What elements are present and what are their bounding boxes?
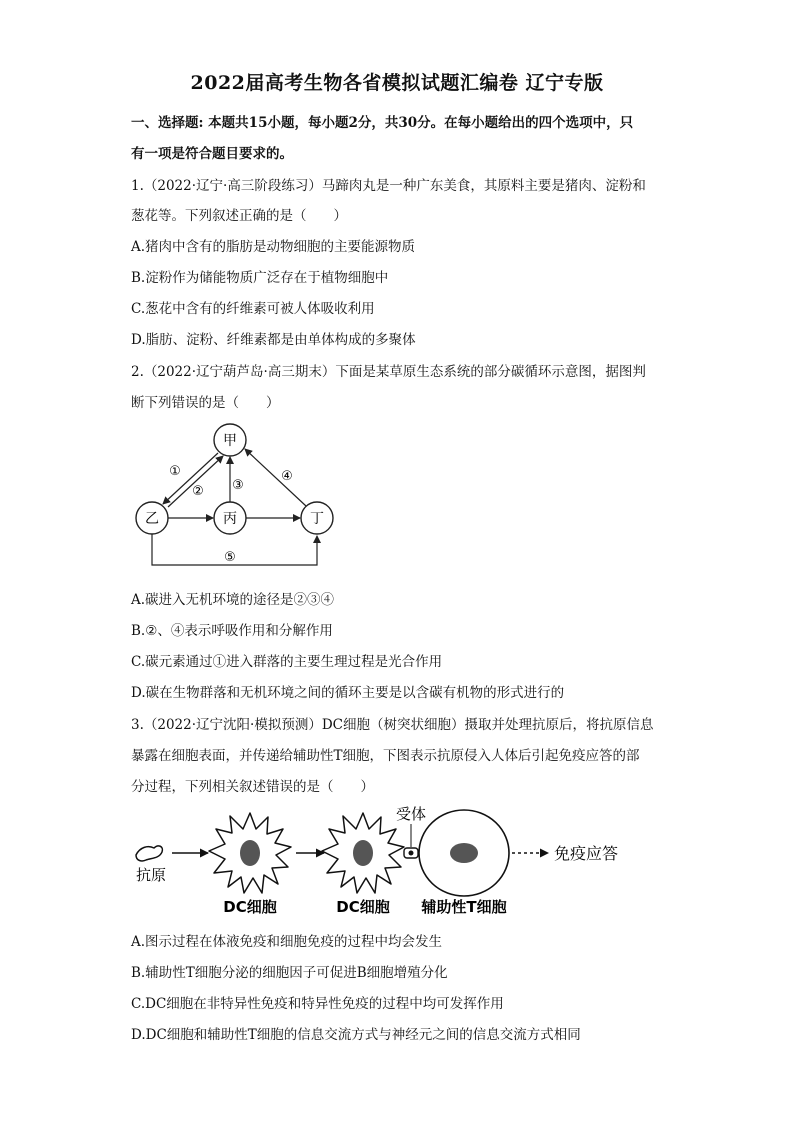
antigen-shape (136, 846, 162, 861)
q1-stem-line2: 葱花等。下列叙述正确的是（ ） (131, 208, 347, 224)
q2-option-c: C.碳元素通过①进入群落的主要生理过程是光合作用 (131, 654, 443, 670)
q1-option-a: A.猪肉中含有的脂肪是动物细胞的主要能源物质 (131, 239, 416, 255)
dc-cell-1-label: DC细胞 (223, 898, 277, 916)
helper-t-cell-nucleus (450, 843, 478, 863)
dc-cell-2-label: DC细胞 (336, 898, 390, 916)
label-1: ① (169, 464, 181, 479)
antigen-label: 抗原 (136, 866, 167, 884)
page-title: 2022届高考生物各省模拟试题汇编卷 辽宁专版 (190, 72, 604, 94)
label-5: ⑤ (224, 550, 236, 565)
immune-response-diagram (128, 798, 668, 920)
arrow-4 (245, 449, 306, 506)
node-ding-label: 丁 (310, 511, 324, 527)
q3-option-b: B.辅助性T细胞分泌的细胞因子可促进B细胞增殖分化 (131, 965, 448, 981)
label-4: ④ (281, 469, 293, 484)
section-heading-line2: 有一项是符合题目要求的。 (131, 146, 293, 162)
q1-option-d: D.脂肪、淀粉、纤维素都是由单体构成的多聚体 (131, 332, 416, 348)
dc-cell-2 (322, 813, 404, 893)
q3-option-c: C.DC细胞在非特异性免疫和特异性免疫的过程中均可发挥作用 (131, 996, 504, 1012)
q2-option-d: D.碳在生物群落和无机环境之间的循环主要是以含碳有机物的形式进行的 (131, 685, 565, 701)
node-jia-label: 甲 (223, 433, 237, 449)
dc-cell-2-nucleus (353, 840, 373, 866)
q2-stem-line2: 断下列错误的是（ ） (131, 395, 280, 411)
q3-stem-line3: 分过程，下列相关叙述错误的是（ ） (131, 779, 374, 795)
label-2: ② (192, 484, 204, 499)
q2-option-a: A.碳进入无机环境的途径是②③④ (131, 592, 335, 608)
q3-option-a: A.图示过程在体液免疫和细胞免疫的过程中均会发生 (131, 934, 443, 950)
q1-stem-line1: 1.（2022·辽宁·高三阶段练习）马蹄肉丸是一种广东美食，其原料主要是猪肉、淀粉和 (131, 178, 646, 194)
dc-cell-1 (209, 813, 291, 893)
q1-option-c: C.葱花中含有的纤维素可被人体吸收利用 (131, 301, 375, 317)
immune-response-label: 免疫应答 (554, 844, 619, 863)
label-3: ③ (232, 478, 244, 493)
q2-stem-line1: 2.（2022·辽宁葫芦岛·高三期末）下面是某草原生态系统的部分碳循环示意图，据图判 (131, 364, 646, 380)
dc-cell-1-nucleus (240, 840, 260, 866)
helper-t-cell-label: 辅助性T细胞 (421, 898, 507, 916)
node-yi-label: 乙 (145, 511, 159, 527)
q3-stem-line1: 3.（2022·辽宁沈阳·模拟预测）DC细胞（树突状细胞）摄取并处理抗原后，将抗原信息 (131, 717, 654, 733)
node-bing-label: 丙 (223, 511, 237, 527)
q3-stem-line2: 暴露在细胞表面，并传递给辅助性T细胞，下图表示抗原侵入人体后引起免疫应答的部 (131, 748, 640, 764)
q2-option-b: B.②、④表示呼吸作用和分解作用 (131, 623, 333, 639)
q3-option-d: D.DC细胞和辅助性T细胞的信息交流方式与神经元之间的信息交流方式相同 (131, 1027, 581, 1043)
antigen-complex (409, 851, 414, 856)
receptor-label: 受体 (395, 805, 427, 823)
section-heading-line1: 一、选择题: 本题共15小题，每小题2分，共30分。在每小题给出的四个选项中，只 (131, 115, 634, 131)
q1-option-b: B.淀粉作为储能物质广泛存在于植物细胞中 (131, 270, 389, 286)
carbon-cycle-diagram (120, 415, 350, 575)
